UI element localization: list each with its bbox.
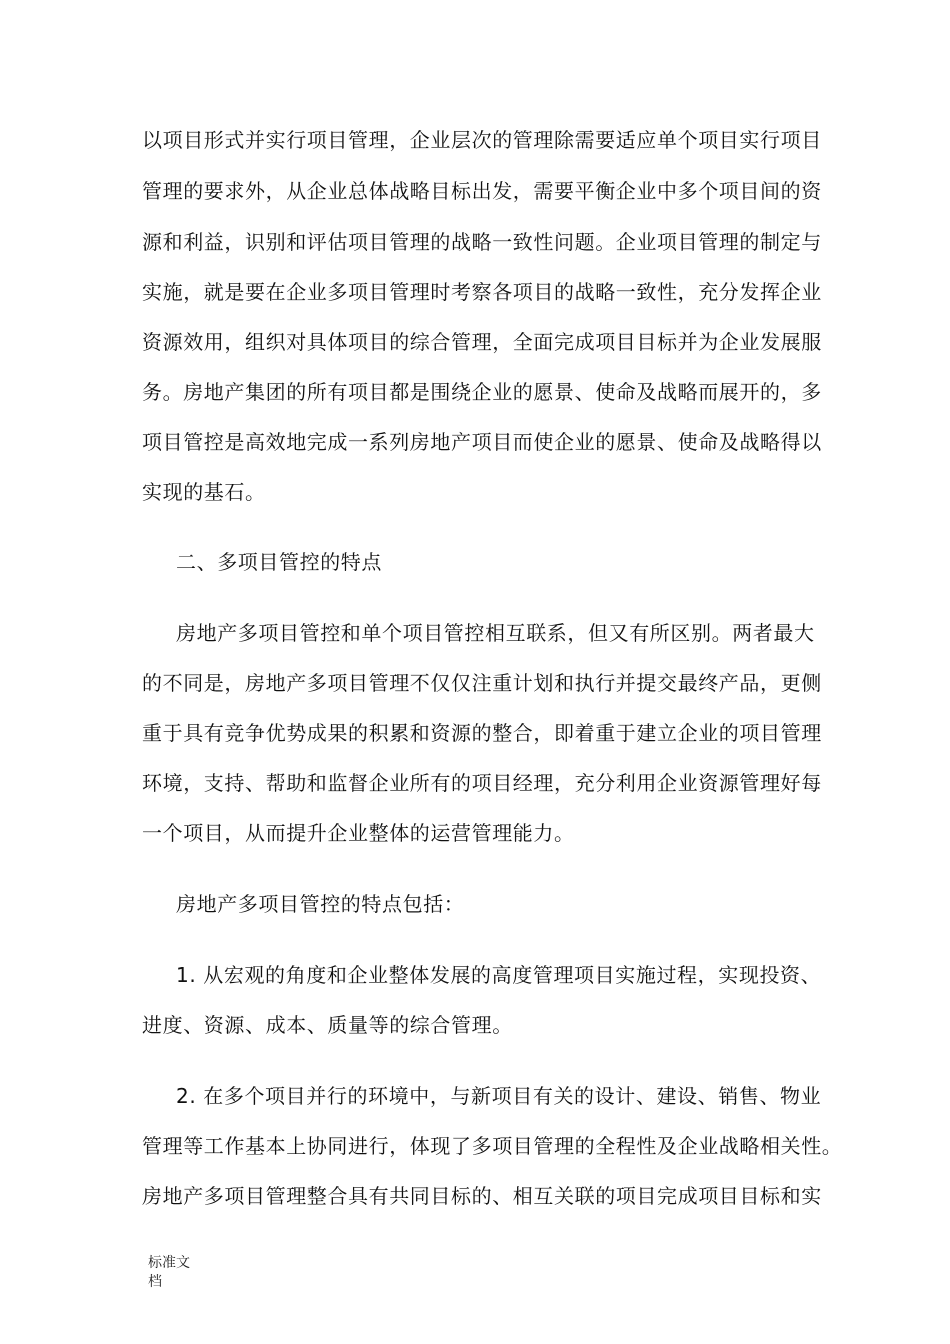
paragraph-2-line-5: 一个项目，从而提升企业整体的运营管理能力。 bbox=[142, 821, 575, 845]
paragraph-1-line-2: 管理的要求外，从企业总体战略目标出发，需要平衡企业中多个项目间的资 bbox=[142, 179, 822, 203]
paragraph-2-line-2: 的不同是，房地产多项目管理不仅仅注重计划和执行并提交最终产品，更侧 bbox=[142, 671, 822, 695]
list-item-1-line-1: 1. 从宏观的角度和企业整体发展的高度管理项目实施过程，实现投资、 bbox=[176, 963, 822, 987]
paragraph-1-line-4: 实施，就是要在企业多项目管理时考察各项目的战略一致性，充分发挥企业 bbox=[142, 280, 822, 304]
list-item-1-line-2: 进度、资源、成本、质量等的综合管理。 bbox=[142, 1013, 513, 1037]
list-item-2-line-1: 2. 在多个项目并行的环境中，与新项目有关的设计、建设、销售、物业 bbox=[176, 1084, 822, 1108]
paragraph-1-line-6: 务。房地产集团的所有项目都是围绕企业的愿景、使命及战略而展开的，多 bbox=[142, 380, 822, 404]
section-heading: 二、多项目管控的特点 bbox=[176, 550, 382, 574]
paragraph-1-line-5: 资源效用，组织对具体项目的综合管理，全面完成项目目标并为企业发展服 bbox=[142, 330, 822, 354]
footer-line-1: 标准文 bbox=[148, 1255, 190, 1271]
paragraph-2-line-4: 环境，支持、帮助和监督企业所有的项目经理，充分利用企业资源管理好每 bbox=[142, 771, 822, 795]
paragraph-1-line-7: 项目管控是高效地完成一系列房地产项目而使企业的愿景、使命及战略得以 bbox=[142, 430, 822, 454]
paragraph-2-line-1: 房地产多项目管控和单个项目管控相互联系，但又有所区别。两者最大 bbox=[176, 621, 815, 645]
footer-line-2: 档 bbox=[148, 1274, 162, 1290]
paragraph-1-line-1: 以项目形式并实行项目管理，企业层次的管理除需要适应单个项目实行项目 bbox=[142, 128, 822, 152]
paragraph-2-line-3: 重于具有竞争优势成果的积累和资源的整合，即着重于建立企业的项目管理 bbox=[142, 721, 822, 745]
page-footer bbox=[148, 1254, 190, 1292]
list-item-2-line-2: 管理等工作基本上协同进行，体现了多项目管理的全程性及企业战略相关性。 bbox=[142, 1134, 843, 1158]
paragraph-1-line-8: 实现的基石。 bbox=[142, 480, 266, 504]
list-item-2-line-3: 房地产多项目管理整合具有共同目标的、相互关联的项目完成项目目标和实 bbox=[142, 1184, 822, 1208]
paragraph-1-line-3: 源和利益，识别和评估项目管理的战略一致性问题。企业项目管理的制定与 bbox=[142, 230, 822, 254]
paragraph-3: 房地产多项目管控的特点包括： bbox=[176, 892, 465, 916]
